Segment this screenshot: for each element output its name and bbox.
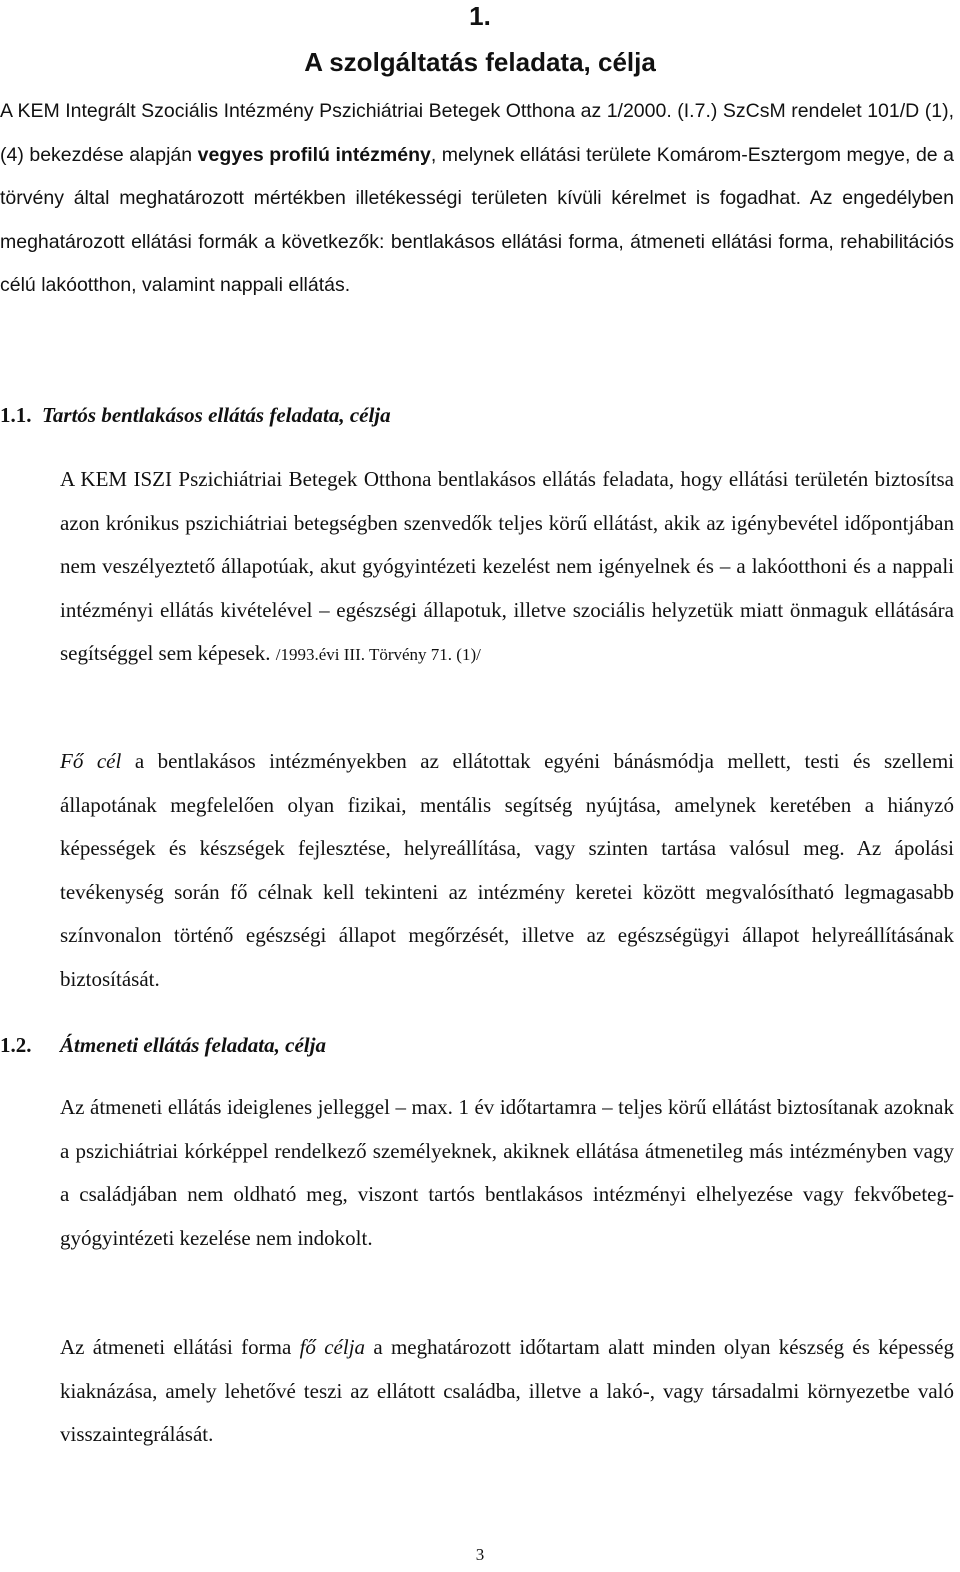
- section-1-1-title: Tartós bentlakásos ellátás feladata, célja: [42, 403, 391, 427]
- section-1-1-paragraph-2: [60, 740, 954, 1002]
- section-1-2-text-post: a meghatározott időtartam alatt minden olyan készség és képesség kiaknázása, amely lehetővé teszi az ellátott családba, illetve a lakó-, vagy társadalmi környezetbe való visszaintegrálását.: [60, 1335, 955, 1447]
- intro-bold-text: vegyes profilú intézmény: [197, 143, 431, 166]
- section-1-2-emphasis: fő célja: [299, 1335, 366, 1359]
- main-goal-text: a bentlakásos intézményekben az ellátottak egyéni bánásmódja mellett, testi és szellemi állapotának megfelelően olyan fizikai, mentális segítség nyújtása, amelynek keretében a hiányzó képességek és készségek fejlesztése, helyreállítása, vagy szinten tartása valósul meg. Az ápolási tevékenység során fő célnak kell tekinteni az intézmény keretei között megvalósítható legmagasabb színvonalon történő egészségi állapot megőrzését, illetve az egészségügyi állapot helyreállításának biztosítását.: [60, 749, 954, 991]
- section-1-2-number: 1.2.: [0, 1033, 32, 1057]
- main-goal-lead: Fő cél: [60, 749, 122, 773]
- section-1-2-text-pre: Az átmeneti ellátási forma: [60, 1335, 300, 1359]
- section-1-2-title: Átmeneti ellátás feladata, célja: [60, 1033, 326, 1057]
- page-number: 3: [475, 1545, 485, 1564]
- section-1-1-paragraph-1: [60, 458, 954, 677]
- section-1-2-heading: [0, 1030, 326, 1060]
- legal-reference: /1993.évi III. Törvény 71. (1)/: [275, 645, 481, 665]
- chapter-title: A szolgáltatás feladata, célja: [304, 47, 656, 77]
- section-1-1-heading: [0, 400, 391, 430]
- intro-paragraph: [0, 90, 954, 308]
- intro-text-1: A KEM Integrált Szociális Intézmény Pszichiátriai Betegek Otthona az 1/2000. (I.7.) SzCsM rendelet 101/D (1), (4) bekezdése alapján: [0, 100, 954, 166]
- chapter-number: 1.: [469, 1, 491, 31]
- section-1-1-text: A KEM ISZI Pszichiátriai Betegek Otthona bentlakásos ellátás feladata, hogy ellátási területén biztosítsa azon krónikus pszichiátriai betegségben szenvedők teljes körű ellátást, akik az igénybevétel időpontjában nem veszélyeztető állapotúak, akut gyógyintézeti kezelést nem igényelnek és – a lakóotthoni és a nappali intézményi ellátás kivételével – egészségi állapotuk, illetve szociális helyzetük miatt önmaguk ellátására segítséggel sem képesek.: [60, 467, 954, 666]
- section-1-2-paragraph-1: Az átmeneti ellátás ideiglenes jelleggel – max. 1 év időtartamra – teljes körű ellátást biztosítanak azoknak a pszichiátriai kórképpel rendelkező személyeknek, akiknek ellátása átmenetileg más intézményben vagy a családjában nem oldható meg, viszont tartós bentlakásos intézményi elhelyezése vagy fekvőbeteg-gyógyintézeti kezelése nem indokolt.: [60, 1095, 954, 1250]
- section-1-1-number: 1.1.: [0, 403, 32, 427]
- section-1-2-paragraph-2: [60, 1326, 954, 1457]
- intro-text-2: , melynek ellátási területe Komárom-Esztergom megye, de a törvény által meghatározott mértékben illetékességi területen kívüli kérelmet is fogadhat. Az engedélyben meghatározott ellátási formák a következők: bentlakásos ellátási forma, átmeneti ellátási forma, rehabilitációs célú lakóotthon, valamint nappali ellátás.: [0, 143, 955, 297]
